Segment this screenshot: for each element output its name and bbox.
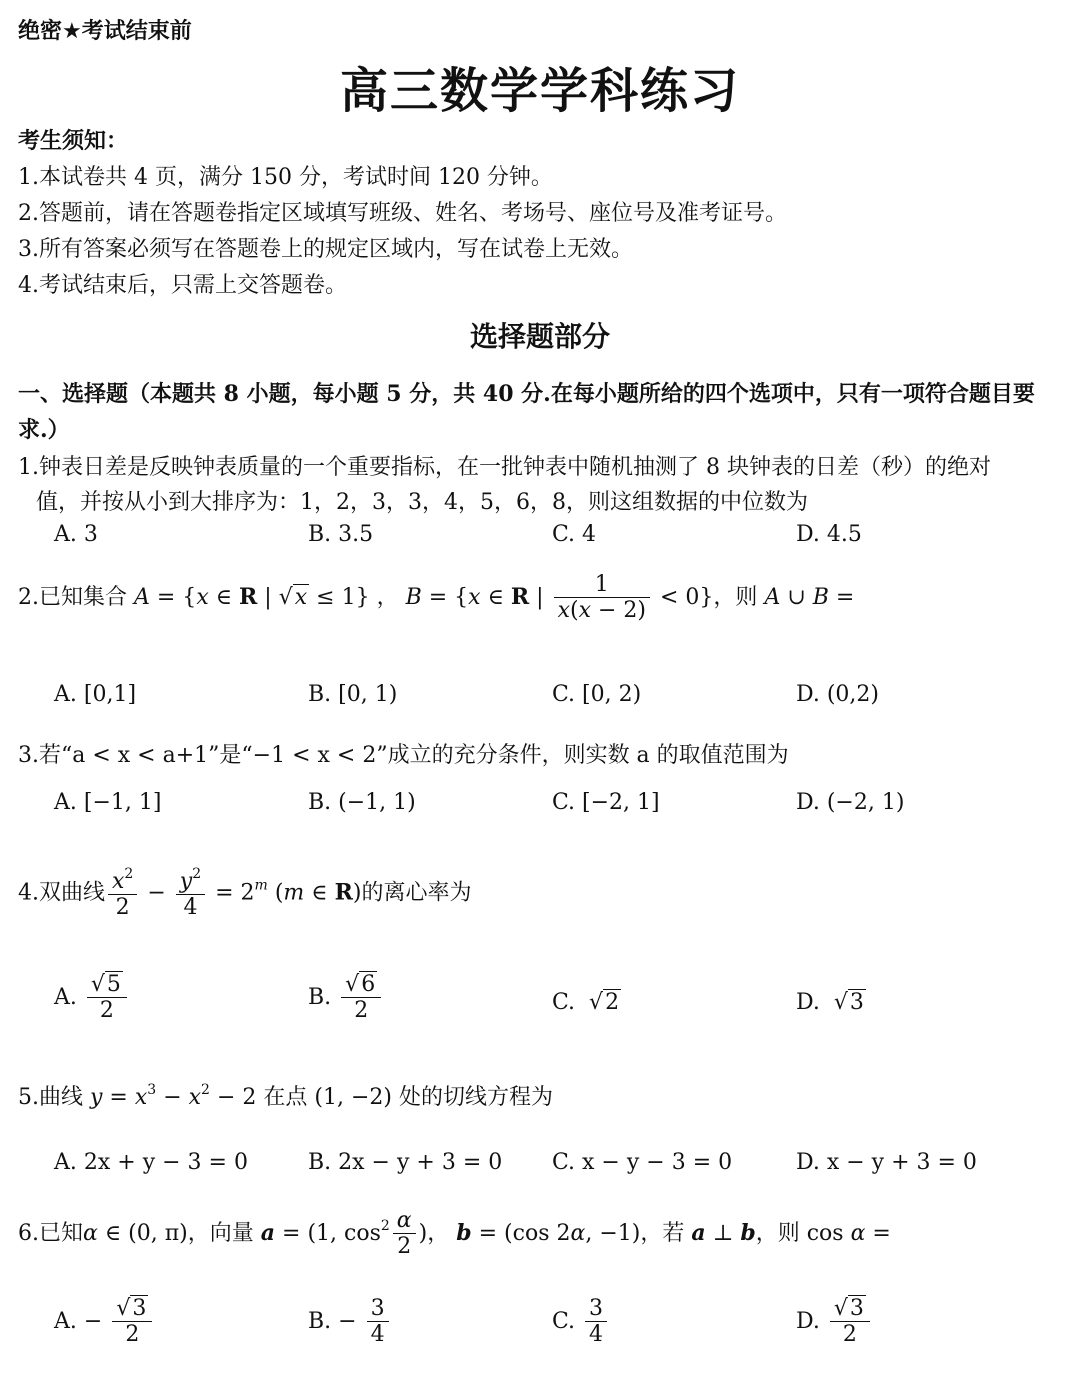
confidential-label: 绝密★考试结束前 bbox=[18, 19, 192, 44]
page-title: 高三数学学科练习 bbox=[339, 63, 740, 119]
notice-line: 2.答题前，请在答题卷指定区域填写班级、姓名、考场号、座位号及准考证号。 bbox=[18, 201, 787, 226]
notice-line: 4.考试结束后，只需上交答题卷。 bbox=[18, 273, 347, 298]
option-c: C. [0, 2) bbox=[552, 682, 642, 707]
option-d: D. x − y + 3 = 0 bbox=[796, 1150, 977, 1175]
option-d: D. (−2, 1) bbox=[796, 790, 905, 815]
option-a: A. $\frac{√5}{2}$ bbox=[54, 972, 130, 1024]
part-heading: 一、选择题（本题共 8 小题，每小题 5 分，共 40 分.在每小题所给的四个选项中，只有一项符合题目要求.） bbox=[18, 381, 1035, 443]
option-c: C. 4 bbox=[552, 522, 597, 547]
option-a: A. − $\frac{√3}{2}$ bbox=[54, 1296, 155, 1348]
option-a: A. 3 bbox=[54, 522, 98, 547]
option-a: A. [−1, 1] bbox=[54, 790, 162, 815]
notice-heading: 考生须知： bbox=[18, 129, 129, 154]
question-2-prefix: 2.已知集合 bbox=[18, 584, 127, 610]
question-1-line1: 1.钟表日差是反映钟表质量的一个重要指标，在一批钟表中随机抽测了 8 块钟表的日差（秒）的绝对 bbox=[18, 455, 991, 480]
option-b: B. $\frac{√6}{2}$ bbox=[308, 972, 384, 1024]
option-b: B. − $\frac{3}{4}$ bbox=[308, 1296, 392, 1348]
notice-line: 1.本试卷共 4 页，满分 150 分，考试时间 120 分钟。 bbox=[18, 165, 553, 190]
option-d: D. (0,2) bbox=[796, 682, 879, 707]
option-c: C. $\frac{3}{4}$ bbox=[552, 1296, 610, 1348]
option-c: C. [−2, 1] bbox=[552, 790, 660, 815]
option-d: D. √3 bbox=[796, 990, 864, 1015]
question-5: 5.曲线 $y = x^3 - x^2 - 2$ 在点 (1, −2) 处的切线方程为 bbox=[18, 1082, 553, 1110]
question-2-suffix: ，则 bbox=[713, 584, 758, 610]
option-d: D. 4.5 bbox=[796, 522, 862, 547]
question-4-prefix: 4.双曲线 bbox=[18, 880, 105, 906]
question-1-line2: 值，并按从小到大排序为：1，2，3，3，4，5，6，8，则这组数据的中位数为 bbox=[36, 490, 808, 515]
option-b: B. 3.5 bbox=[308, 522, 374, 547]
section-title: 选择题部分 bbox=[469, 320, 610, 353]
question-3: 3.若“a < x < a+1”是“−1 < x < 2”成立的充分条件，则实数 a 的取值范围为 bbox=[18, 743, 789, 768]
option-b: B. [0, 1) bbox=[308, 682, 398, 707]
option-a: A. [0,1] bbox=[54, 682, 137, 707]
question-4-suffix: 的离心率为 bbox=[361, 880, 472, 906]
option-a: A. 2x + y − 3 = 0 bbox=[54, 1150, 248, 1175]
notice-line: 3.所有答案必须写在答题卷上的规定区域内，写在试卷上无效。 bbox=[18, 237, 633, 262]
question-6: 6.已知α ∈ (0, π)，向量 a = (1, $\cos^2$ $\frac{\alpha}{2}$ )， b = (cos 2α, −1)，若 a ⊥ b，则 cos α = bbox=[18, 1208, 891, 1260]
option-d: D. $\frac{√3}{2}$ bbox=[796, 1296, 873, 1348]
question-4: 4.双曲线 $\frac{x^2}{2}$ − $\frac{y^2}{4}$ = $2^m$ (m ∈ R)的离心率为 bbox=[18, 866, 472, 921]
question-2: 2.已知集合 A = {x ∈ R | √x ≤ 1} ， B = {x ∈ R | $\frac{1}{x(x - 2)}$ < 0}，则 A ∪ B = bbox=[18, 572, 855, 624]
option-c: C. x − y − 3 = 0 bbox=[552, 1150, 733, 1175]
option-b: B. (−1, 1) bbox=[308, 790, 416, 815]
option-b: B. 2x − y + 3 = 0 bbox=[308, 1150, 503, 1175]
option-c: C. √2 bbox=[552, 990, 620, 1015]
